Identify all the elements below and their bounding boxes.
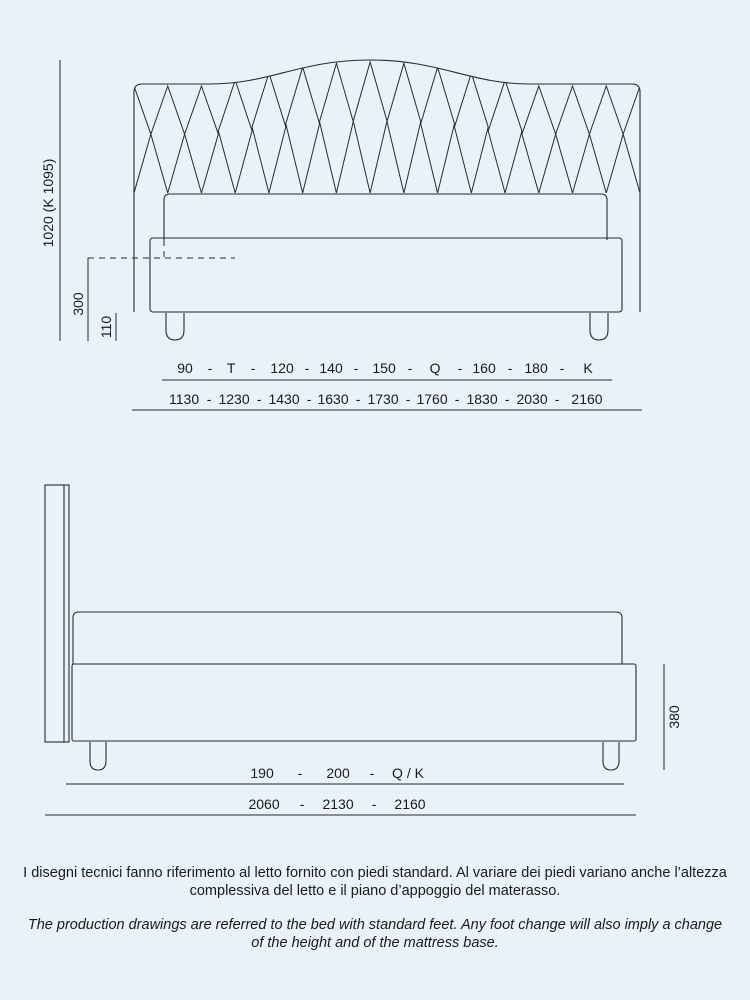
width-separator: - <box>407 360 413 376</box>
length-separator: - <box>369 765 375 781</box>
width-separator: - <box>554 391 560 407</box>
foot-right <box>590 313 608 340</box>
width-code: 140 <box>319 360 343 376</box>
overall-width: 2160 <box>571 391 603 407</box>
width-separator: - <box>457 360 463 376</box>
width-code: Q <box>429 360 441 376</box>
headboard-side <box>45 485 69 742</box>
width-separator: - <box>504 391 510 407</box>
notes <box>20 864 730 968</box>
width-code: 120 <box>270 360 294 376</box>
quilt-diamonds <box>117 62 657 193</box>
overall-width: 1630 <box>317 391 349 407</box>
headboard-quilting <box>117 62 657 193</box>
width-code: 90 <box>177 360 193 376</box>
overall-width: 1130 <box>169 391 200 407</box>
overall-width: 1430 <box>268 391 300 407</box>
side-view <box>45 485 682 815</box>
width-separator: - <box>353 360 359 376</box>
overall-length: 2130 <box>322 796 354 812</box>
foot-left-side <box>90 742 106 770</box>
overall-lengths-row <box>248 796 425 812</box>
length-separator: - <box>371 796 377 812</box>
bed-base-side <box>72 664 636 741</box>
width-separator: - <box>250 360 256 376</box>
width-separator: - <box>304 360 310 376</box>
width-separator: - <box>559 360 565 376</box>
length-code: 190 <box>250 765 274 781</box>
overall-width: 1760 <box>416 391 448 407</box>
width-separator: - <box>355 391 361 407</box>
overall-widths-row <box>169 391 603 407</box>
mattress <box>164 194 607 240</box>
foot-left <box>166 313 184 340</box>
note-english: The production drawings are referred to the bed with standard feet. Any foot change will also imply a change of the height and of the mattress base. <box>27 917 723 951</box>
length-codes-row <box>250 765 424 781</box>
width-code: T <box>226 360 236 376</box>
width-separator: - <box>306 391 312 407</box>
overall-width: 1830 <box>466 391 498 407</box>
width-code: 150 <box>372 360 396 376</box>
overall-length: 2060 <box>248 796 280 812</box>
length-separator: - <box>297 765 303 781</box>
width-separator: - <box>256 391 262 407</box>
bed-base <box>150 238 622 312</box>
width-separator: - <box>405 391 411 407</box>
overall-width: 1730 <box>367 391 399 407</box>
length-code: 200 <box>326 765 350 781</box>
overall-width: 2030 <box>516 391 548 407</box>
overall-length: 2160 <box>394 796 426 812</box>
width-codes-row <box>177 360 593 376</box>
mattress-side <box>73 612 622 664</box>
base-height-label: 300 <box>70 292 86 316</box>
width-code: 160 <box>472 360 496 376</box>
width-separator: - <box>207 360 213 376</box>
side-base-height-label: 380 <box>666 705 682 729</box>
width-separator: - <box>454 391 460 407</box>
foot-right-side <box>603 742 619 770</box>
width-code: K <box>583 360 593 376</box>
front-view <box>40 60 657 410</box>
width-separator: - <box>507 360 513 376</box>
feet-height-label: 110 <box>98 315 114 339</box>
overall-width: 1230 <box>218 391 250 407</box>
headboard-outline <box>134 60 640 312</box>
height-label: 1020 (K 1095) <box>40 158 56 248</box>
note-italian: I disegni tecnici fanno riferimento al letto fornito con piedi standard. Al variare dei piedi variano anche l’altezza complessiva del letto e il piano d’appoggio del materasso. <box>23 865 727 899</box>
width-code: 180 <box>524 360 548 376</box>
length-code: Q / K <box>392 765 424 781</box>
length-separator: - <box>299 796 305 812</box>
width-separator: - <box>206 391 212 407</box>
